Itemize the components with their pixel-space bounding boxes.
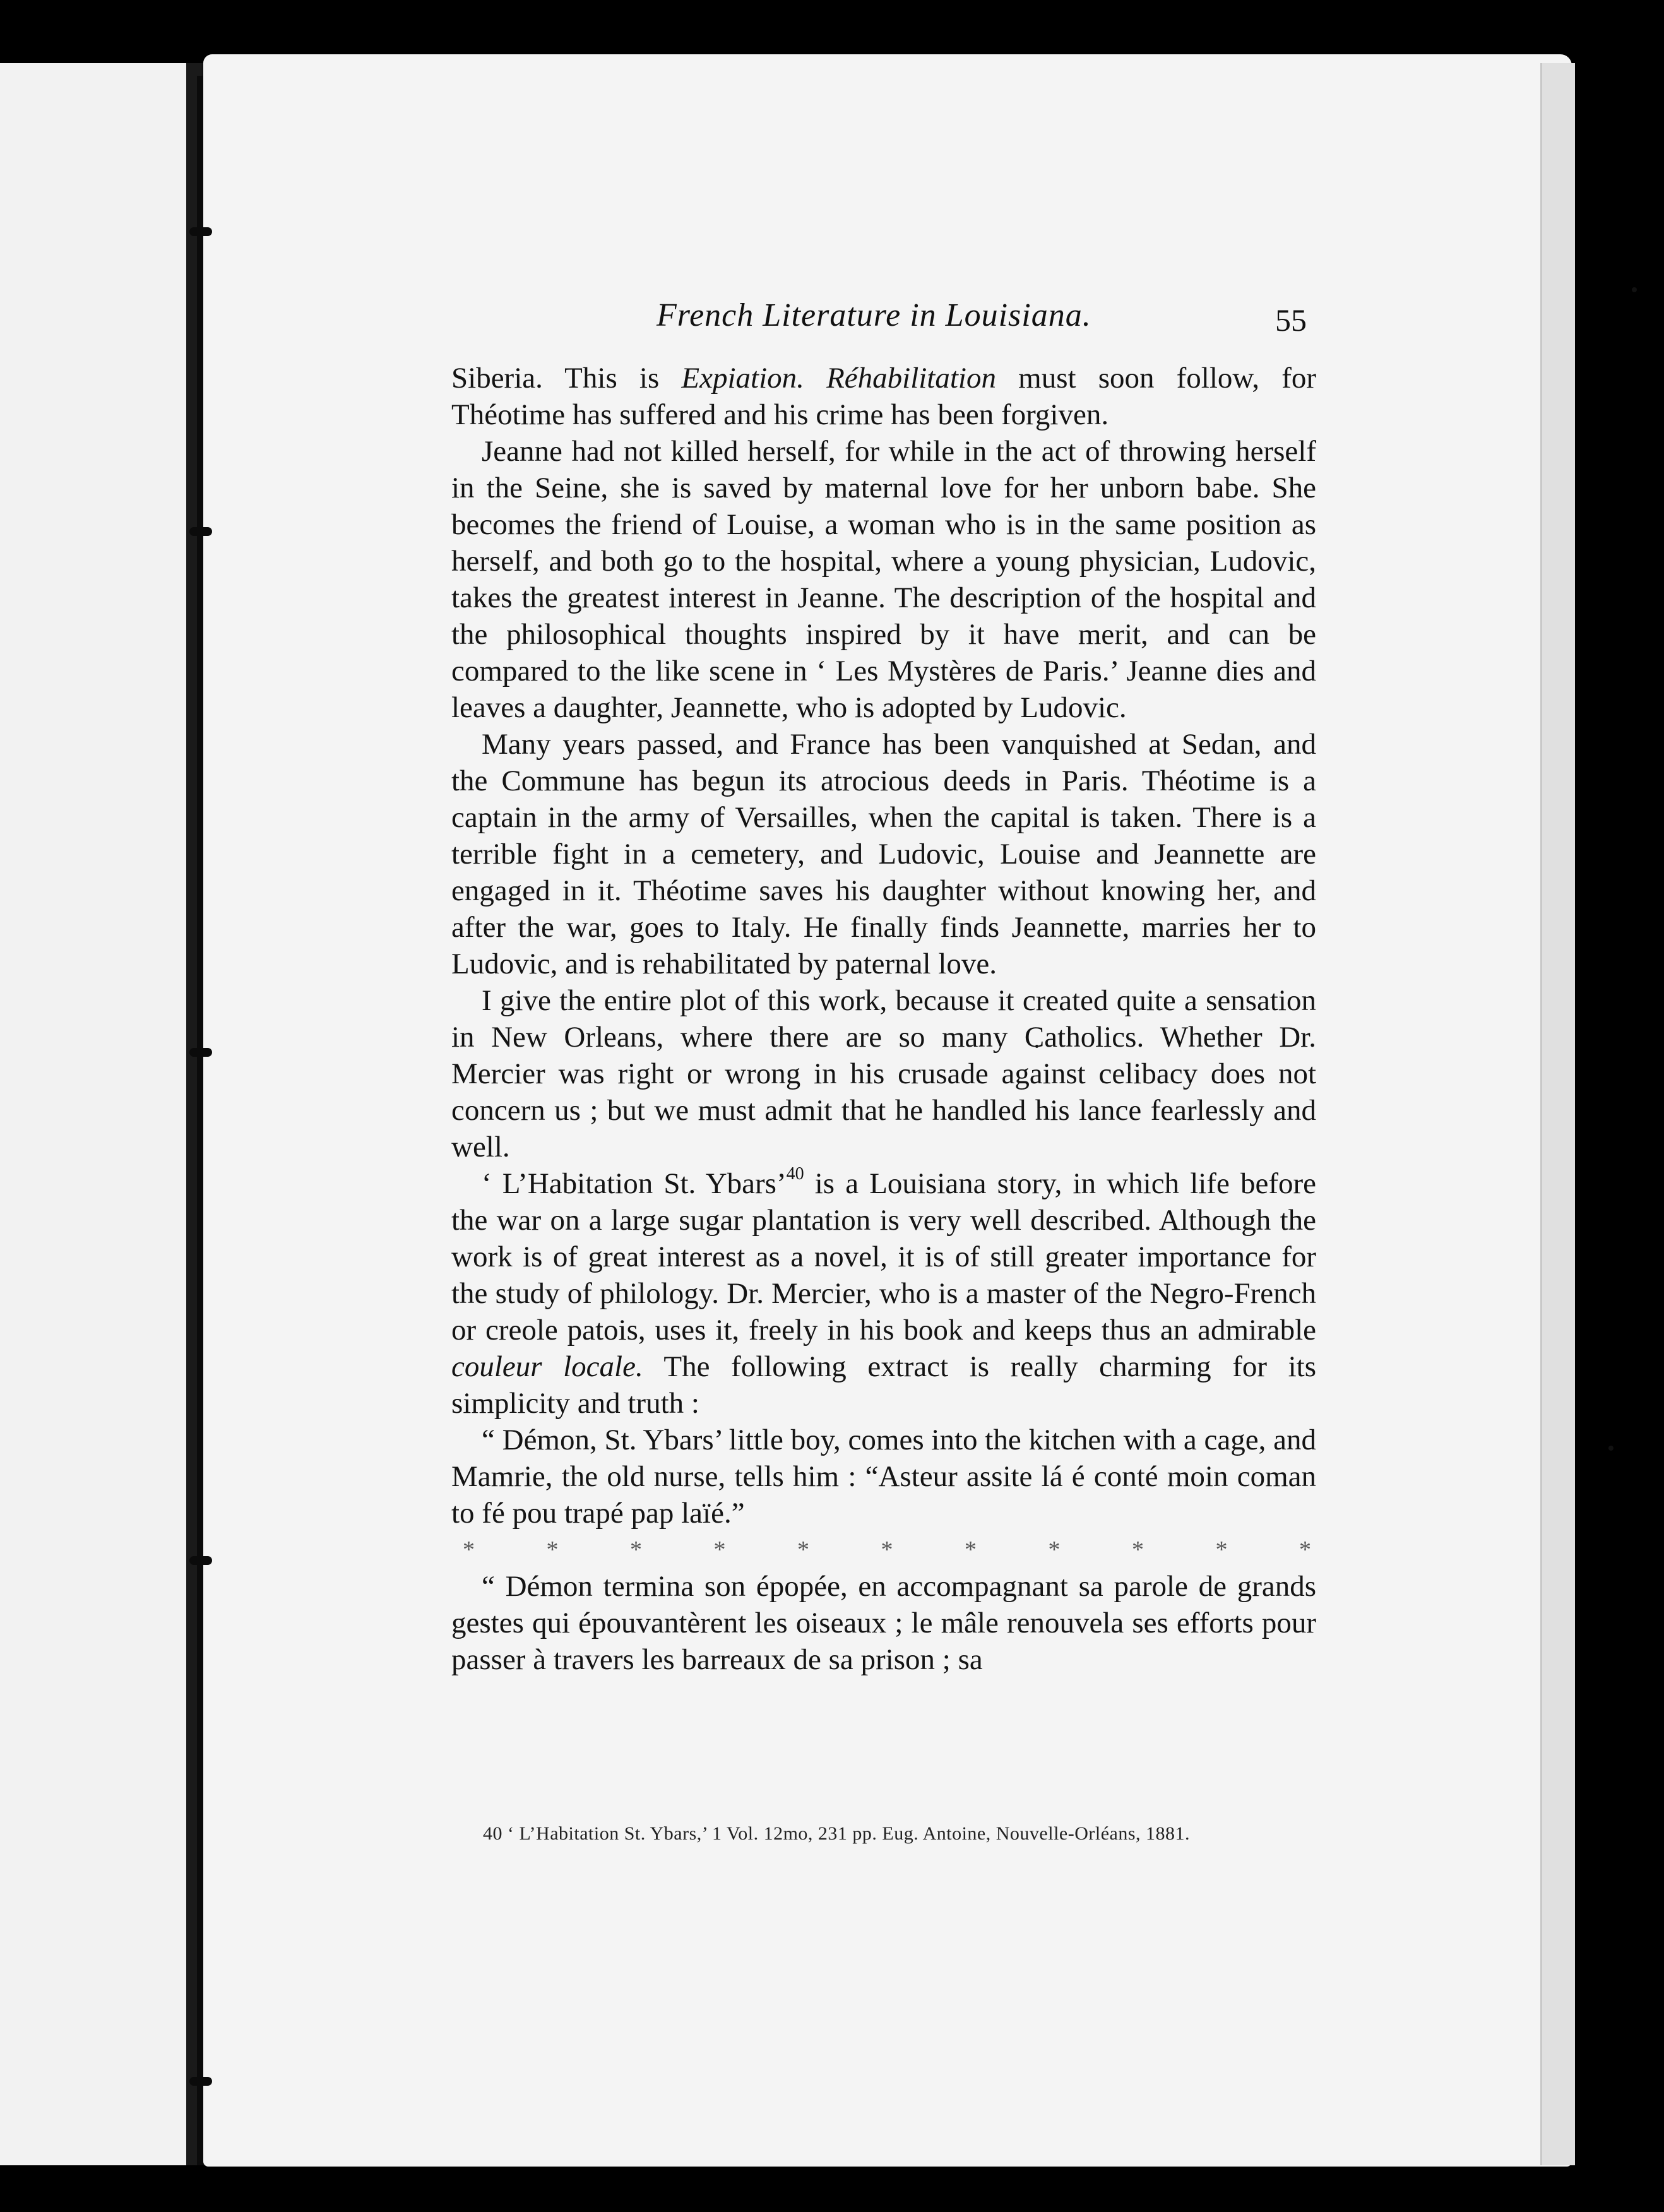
binding-stitch [189,1556,212,1565]
scan-speck [1632,287,1637,292]
quotation-paragraph: “ Démon, St. Ybars’ little boy, comes into the kitchen with a cage, and Mamrie, the old nurse, tells him : “Asteur assite lá é conté moin coman to fé pou trapé pap laïé.” [451,1424,1316,1530]
asterisk: * [630,1537,642,1563]
text-run: Siberia. This is [451,362,682,395]
paragraph [451,1165,1316,1422]
binding-stitch [189,1048,212,1057]
binding-stitch [189,2077,212,2086]
text-run: is a Louisiana story, in which life before the war on a large sugar plantation is very well described. Although the work is of great interest as a novel, it is of still greater importance for the study of philology. Dr. Mercier, who is a master of the Negro-French or creole patois, uses it, freely in his book and keeps thus an admirable [451,1167,1316,1347]
text-run [804,362,826,395]
asterisk: * [797,1537,809,1563]
italic-title: Réhabilitation [826,362,996,395]
paragraph: I give the entire plot of this work, because it created quite a sensation in New Orleans, where there are so many Catholics. Whether Dr. Mercier was right or wrong in his crusade against celibacy does not concern us ; but we must admit that he handled his lance fearlessly and well. [451,984,1316,1163]
paragraph [451,360,1316,433]
scan-speck [1608,1446,1613,1451]
italic-phrase: couleur locale. [451,1350,643,1383]
asterisk: * [965,1537,977,1563]
binding-thread [197,76,203,2165]
quotation-paragraph: “ Démon termina son épopée, en accompagnant sa parole de grands gestes qui épouvantèrent les oiseaux ; le mâle renouvela ses efforts pour passer à travers les barreaux de sa prison ; sa [451,1570,1316,1676]
footnote-reference: 40 [786,1164,804,1184]
paragraph: Jeanne had not killed herself, for while in the act of throwing herself in the Seine, she is saved by maternal love for her unborn babe. She becomes the friend of Louise, a woman who is in the same position as herself, and both go to the hospital, where a young physician, Ludovic, takes the greatest interest in Jeanne. The description of the hospital and the philosophical thoughts inspired by it have merit, and can be compared to the like scene in ‘ Les Mystères de Paris.’ Jeanne dies and leaves a daughter, Jeannette, who is adopted by Ludovic. [451,435,1316,724]
asterisk: * [713,1537,726,1563]
binding-stitch [189,227,212,236]
asterisk: * [546,1537,559,1563]
footnote: 40 ‘ L’Habitation St. Ybars,’ 1 Vol. 12mo, 231 pp. Eug. Antoine, Nouvelle-Orléans, 1881. [483,1823,1191,1844]
asterisk: * [1048,1537,1061,1563]
paragraph: Many years passed, and France has been vanquished at Sedan, and the Commune has begun its atrocious deeds in Paris. Théotime is a captain in the army of Versailles, when the capital is taken. There is a terrible fight in a cemetery, and Ludovic, Louise and Jeannette are engaged in it. Théotime saves his daughter without knowing her, and after the war, goes to Italy. He finally finds Jeannette, marries her to Ludovic, and is rehabilitated by paternal love. [451,728,1316,980]
page-number: 55 [1275,302,1307,338]
running-head: French Literature in Louisiana. [657,297,1091,333]
text-run: must soon follow, for Théotime has suffered and his crime has been forgiven. [451,362,1317,431]
asterisk: * [881,1537,893,1563]
facing-page-edge [0,63,193,2165]
asterisk: * [463,1537,475,1563]
asterisk: * [1215,1537,1228,1563]
body-text [451,360,1316,1678]
page-fore-edge [1540,63,1575,2165]
asterisk: * [1132,1537,1144,1563]
italic-title: Expiation. [681,362,804,395]
binding-stitch [189,527,212,536]
text-run: The following extract is really charming for its simplicity and truth : [451,1350,1316,1420]
asterisk-separator [451,1531,1316,1568]
asterisk: * [1299,1537,1311,1563]
text-run: ‘ L’Habitation St. Ybars’ [482,1167,787,1200]
